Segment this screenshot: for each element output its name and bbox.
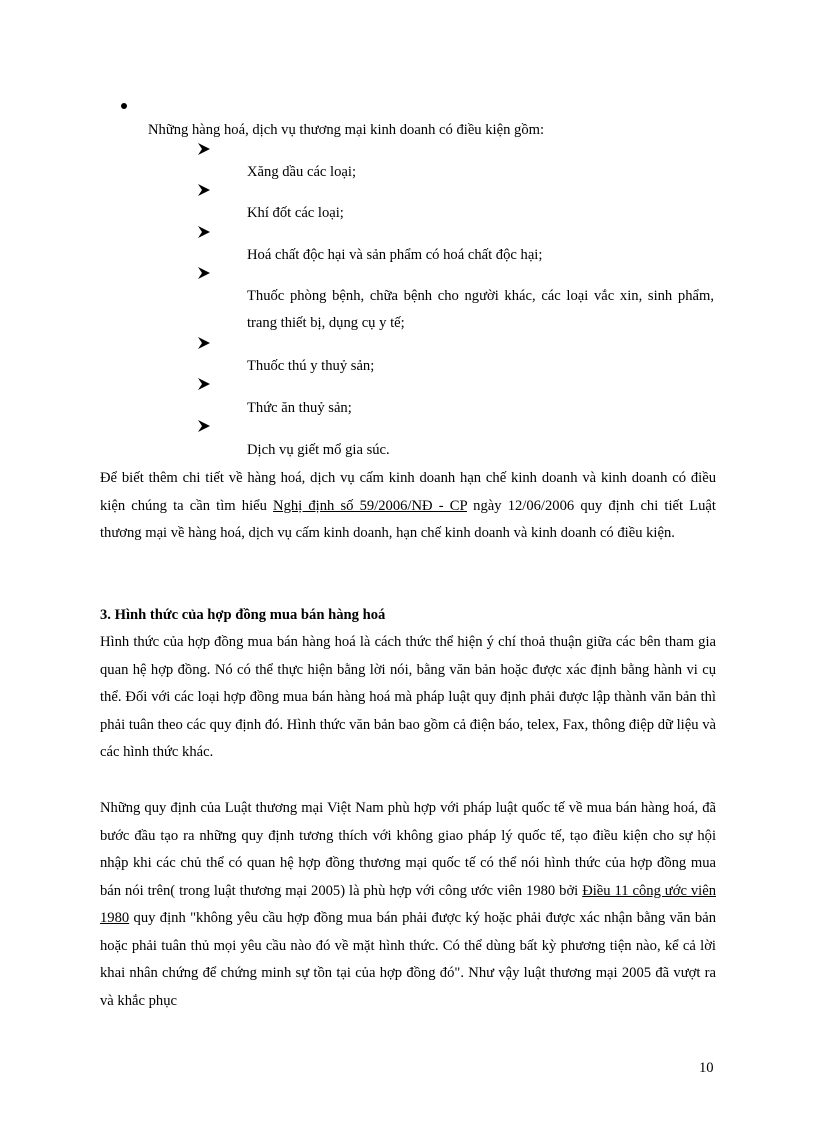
list-item: Xăng dầu các loại; (247, 164, 356, 180)
decree-link[interactable]: Nghị định số 59/2006/NĐ - CP (273, 497, 468, 514)
law-paragraph (100, 795, 716, 1015)
detail-text-after: ngày 12/06/2006 quy định chi tiết Luật thương mại về hàng hoá, dịch vụ cấm kinh doanh, hạn chế kinh doanh và kinh doanh có điều kiện. (100, 497, 716, 541)
arrow-bullet-icon (197, 336, 211, 350)
arrow-bullet-icon (197, 225, 211, 239)
arrow-bullet-icon (197, 183, 211, 197)
page-number: 10 (699, 1060, 714, 1076)
intro-text: Những hàng hoá, dịch vụ thương mại kinh doanh có điều kiện gồm: (148, 122, 545, 138)
list-item: Hoá chất độc hại và sản phẩm có hoá chất độc hại; (247, 247, 543, 263)
detail-text-before: Để biết thêm chi tiết về hàng hoá, dịch vụ cấm kinh doanh hạn chế kinh doanh và kinh doanh có điều kiện chúng ta cần tìm hiểu (100, 470, 716, 514)
list-item: Dịch vụ giết mổ gia súc. (247, 442, 390, 458)
detail-paragraph (100, 465, 716, 548)
list-item: Thuốc phòng bệnh, chữa bệnh cho người khác, các loại vắc xin, sinh phẩm, trang thiết bị, dụng cụ y tế; (247, 288, 714, 331)
arrow-bullet-icon (197, 419, 211, 433)
arrow-bullet-icon (197, 266, 211, 280)
convention-link[interactable]: Điều 11 công ước viên 1980 (100, 882, 716, 926)
arrow-bullet-icon (197, 142, 211, 156)
list-item: Thức ăn thuỷ sản; (247, 400, 352, 416)
list-item: Thuốc thú y thuỷ sản; (247, 358, 375, 374)
section-heading: 3. Hình thức của hợp đồng mua bán hàng hoá (100, 607, 386, 623)
law-text-before: Những quy định của Luật thương mại Việt Nam phù hợp với pháp luật quốc tế về mua bán hàng hoá, đã bước đầu tạo ra những quy định tương thích với không giao pháp lý quốc tế, tạo điều kiện cho sự hội nhập khi các chủ thể có quan hệ hợp đồng thương mại quốc tế có thể nói hình thức của hợp đồng mua bán nói trên( trong luật thương mại 2005) là phù hợp với công ước viên 1980 bởi (100, 800, 716, 899)
bullet-icon (121, 103, 127, 109)
law-text-after: quy định "không yêu cầu hợp đồng mua bán phải được ký hoặc phải được xác nhận bằng văn bản hoặc phải tuân thủ mọi yêu cầu nào đó về mặt hình thức. Có thể dùng bất kỳ phương tiện nào, kể cả lời khai nhân chứng để chứng minh sự tồn tại của hợp đồng đó". Như vậy luật thương mại 2005 đã vượt ra và khắc phục (100, 910, 716, 1009)
arrow-bullet-icon (197, 377, 211, 391)
list-item: Khí đốt các loại; (247, 205, 344, 221)
form-paragraph: Hình thức của hợp đồng mua bán hàng hoá là cách thức thể hiện ý chí thoả thuận giữa các bên tham gia quan hệ hợp đồng. Nó có thể thực hiện bằng lời nói, bằng văn bản hoặc được xác định bằng hành vi cụ thể. Đối với các loại hợp đồng mua bán hàng hoá mà pháp luật quy định phải được lập thành văn bản thì phải tuân theo các quy định đó. Hình thức văn bản bao gồm cả điện báo, telex, Fax, thông điệp dữ liệu và các hình thức khác. (100, 634, 716, 760)
